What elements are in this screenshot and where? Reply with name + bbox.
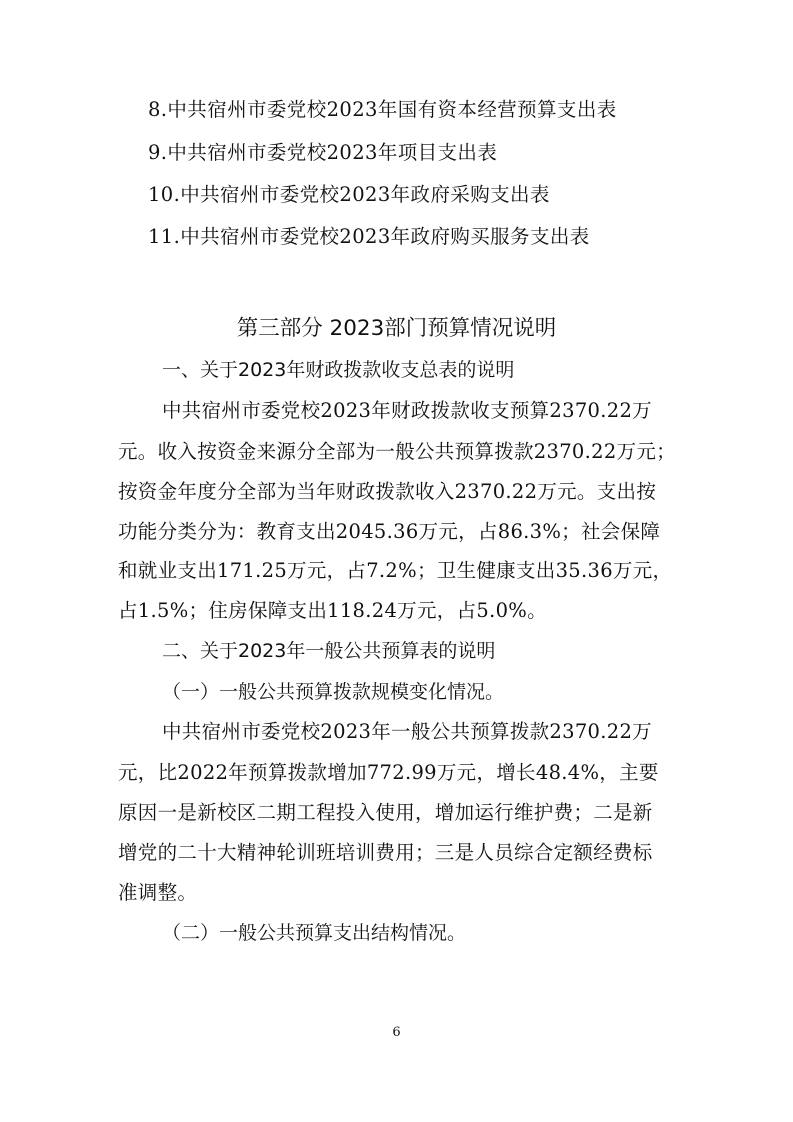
toc-item: 10.中共宿州市委党校2023年政府采购支出表: [148, 183, 550, 206]
paragraph-line: 占1.5%；住房保障支出118.24万元，占5.0%。: [118, 599, 547, 622]
toc-item: 9.中共宿州市委党校2023年项目支出表: [148, 141, 498, 164]
part-title: 第三部分 2023部门预算情况说明: [236, 316, 557, 341]
paragraph-line: 元，比2022年预算拨款增加772.99万元，增长48.4%，主要: [118, 761, 659, 784]
toc-item: 11.中共宿州市委党校2023年政府购买服务支出表: [148, 225, 590, 248]
section-heading: 二、关于2023年一般公共预算表的说明: [162, 640, 496, 662]
toc-item: 8.中共宿州市委党校2023年国有资本经营预算支出表: [148, 98, 617, 121]
paragraph-line: 和就业支出171.25万元，占7.2%；卫生健康支出35.36万元，: [118, 559, 673, 582]
subsection-heading: （一）一般公共预算拨款规模变化情况。: [162, 681, 505, 703]
subsection-heading: （二）一般公共预算支出结构情况。: [162, 922, 467, 944]
section-heading: 一、关于2023年财政拨款收支总表的说明: [162, 359, 515, 381]
paragraph-line: 元。收入按资金来源分全部为一般公共预算拨款2370.22万元；: [118, 440, 676, 463]
page-number: 6: [392, 1025, 401, 1040]
paragraph-line: 增党的二十大精神轮训班培训费用；三是人员综合定额经费标: [118, 841, 653, 864]
paragraph-line: 中共宿州市委党校2023年一般公共预算拨款2370.22万: [162, 720, 652, 743]
paragraph-line: 按资金年度分全部为当年财政拨款收入2370.22万元。支出按: [118, 480, 657, 503]
paragraph-line: 原因一是新校区二期工程投入使用，增加运行维护费；二是新: [118, 801, 653, 824]
paragraph-line: 功能分类分为：教育支出2045.36万元，占86.3%；社会保障: [118, 520, 661, 543]
paragraph-line: 准调整。: [118, 881, 198, 904]
paragraph-line: 中共宿州市委党校2023年财政拨款收支预算2370.22万: [162, 399, 652, 422]
